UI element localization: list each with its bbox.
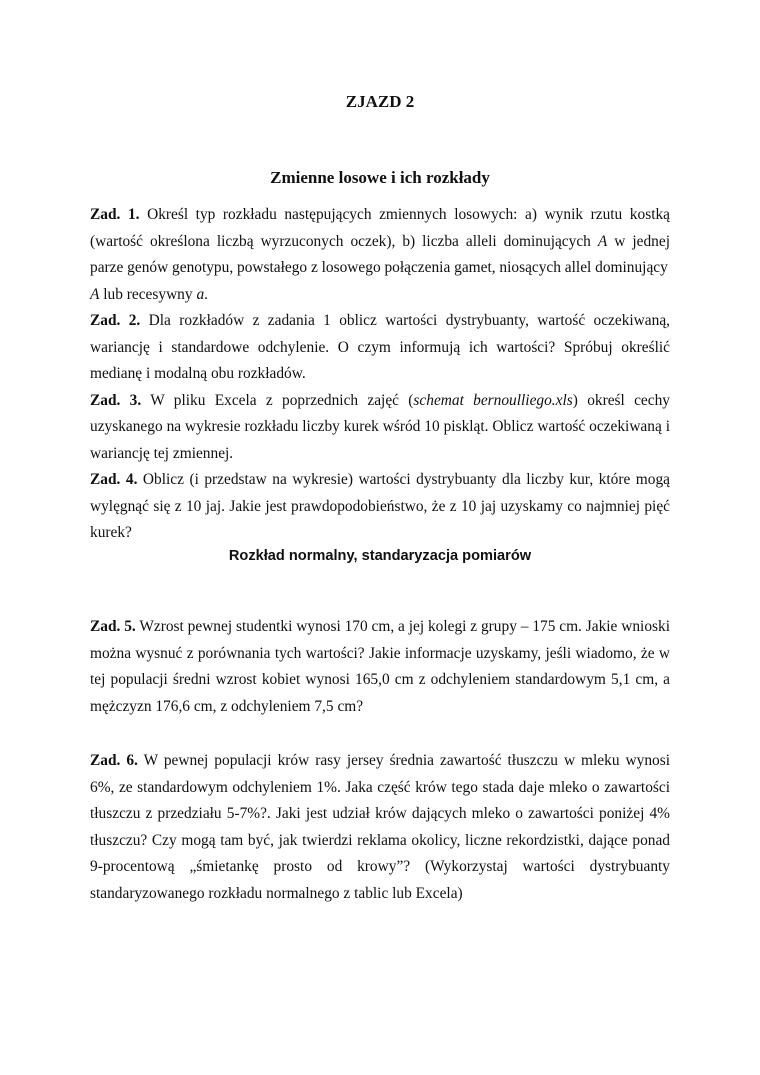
task-5-label: Zad. 5. xyxy=(90,618,136,636)
task-2-text: Dla rozkładów z zadania 1 oblicz wartości dystrybuanty, wartość oczekiwaną, wariancję i standardowe odchylenie. O czym informują ich wartości? Spróbuj określić medianę i modalną obu rozkładów. xyxy=(90,312,670,382)
task-2-paragraph xyxy=(90,308,670,388)
task-6-label: Zad. 6. xyxy=(90,752,138,770)
task-1-italic-3: a xyxy=(196,285,205,303)
task-2-label: Zad. 2. xyxy=(90,312,141,329)
tasks-block-1-4 xyxy=(90,202,670,547)
task-1-paragraph xyxy=(90,202,670,308)
task-5-text: Wzrost pewnej studentki wynosi 170 cm, a jej kolegi z grupy – 175 cm. Jakie wnioski można wysnuć z porównania tych wartości? Jakie informacje uzyskamy, jeśli wiadomo, że w tej populacji średni wzrost kobiet wynosi 165,0 cm z odchyleniem standardowym 5,1 cm, a mężczyzn 176,6 cm, z odchyleniem 7,5 cm? xyxy=(90,618,670,715)
task-1-label: Zad. 1. xyxy=(90,206,140,223)
task-5-paragraph xyxy=(90,614,670,720)
task-3-text-2: ) określ cechy uzyskanego na wykresie rozkładu liczby kurek wśród 10 piskląt. Oblicz wartość oczekiwaną i wariancję tej zmiennej. xyxy=(90,391,670,462)
task-1-text-3: lub recesywny xyxy=(99,285,197,303)
task-6 xyxy=(90,733,670,923)
task-4 xyxy=(90,467,670,547)
task-4-text: Oblicz (i przedstaw na wykresie) wartości dystrybuanty dla liczby kur, które mogą wylęgnąć się z 10 jaj. Jakie jest prawdopodobieństwo, że z 10 jaj uzyskamy co najmniej pięć kurek? xyxy=(90,471,670,541)
task-1-text-1: Określ typ rozkładu następujących zmiennych losowych: a) wynik rzutu kostką (wartość określona liczbą wyrzuconych oczek), b) liczba alleli dominujących xyxy=(90,206,670,250)
task-5 xyxy=(90,599,670,736)
task-3-label: Zad. 3. xyxy=(90,391,142,409)
task-4-paragraph xyxy=(90,467,670,547)
task-4-label: Zad. 4. xyxy=(90,471,138,488)
task-2 xyxy=(90,308,670,388)
subsection-title: Rozkład normalny, standaryzacja pomiarów xyxy=(228,548,532,564)
task-6-text: W pewnej populacji krów rasy jersey średnia zawartość tłuszczu w mleku wynosi 6%, ze standardowym odchyleniem 1%. Jaka część krów tego stada daje mleko o zawartości tłuszczu z przedziału 5-7%?. Jaki jest udział krów dających mleko o zawartości poniżej 4% tłuszczu? Czy mogą tam być, jak twierdzi reklama okolicy, liczne rekordzistki, dające ponad 9-procentową „śmietankę prosto od krowy”? (Wykorzystaj wartości dystrybuanty standaryzowanego rozkładu normalnego z tablic lub Excela) xyxy=(90,752,670,902)
section-title: Zmienne losowe i ich rozkłady xyxy=(270,168,490,187)
task-1-text-2: w jednej parze genów genotypu, powstałego z losowego połączenia gamet, niosących allel dominujący xyxy=(90,232,670,276)
task-1-italic-1: A xyxy=(597,232,608,250)
task-3-filename: schemat bernoulliego.xls xyxy=(413,391,573,409)
task-1-italic-2: A xyxy=(90,285,100,303)
task-1-text-4: . xyxy=(204,285,208,303)
task-3-paragraph xyxy=(90,388,670,468)
document-title: ZJAZD 2 xyxy=(345,92,415,111)
task-1 xyxy=(90,202,670,308)
task-3-text-1: W pliku Excela z poprzednich zajęć ( xyxy=(141,391,414,409)
task-6-paragraph xyxy=(90,748,670,907)
task-3 xyxy=(90,388,670,468)
